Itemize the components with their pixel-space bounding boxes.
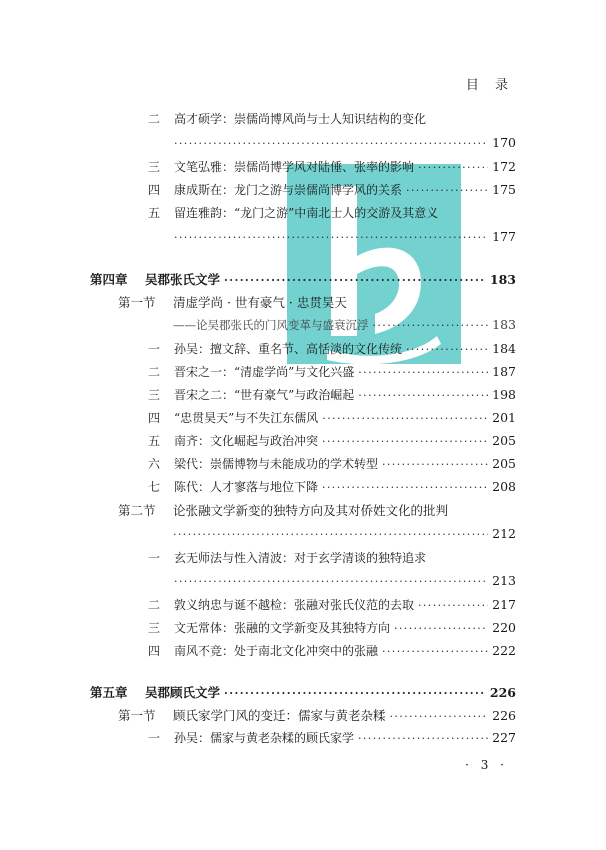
entry-page: 226	[492, 708, 516, 723]
entry-marker: 一	[148, 342, 161, 356]
entry-title: 文无常体：张融的文学新变及其独特方向	[174, 621, 391, 635]
section-title: 顾氏家学门风的变迁：儒家与黄老杂糅	[173, 708, 386, 723]
entry-title: 康成斯在：龙门之游与崇儒尚博学风的关系	[174, 183, 403, 197]
toc-entry[interactable]	[148, 181, 516, 198]
dot-leader	[174, 575, 488, 588]
entry-marker: 五	[148, 206, 161, 220]
dot-leader	[174, 231, 488, 244]
entry-page: 226	[489, 685, 516, 700]
toc-entry[interactable]	[148, 549, 516, 566]
entry-title: 陈代：人才寥落与地位下降	[174, 480, 319, 494]
entry-title: 南齐：文化崛起与政治冲突	[174, 434, 319, 448]
toc-entry-continuation[interactable]	[174, 135, 516, 150]
entry-title: 留连雅韵：“龙门之游”中南北士人的交游及其意义	[174, 206, 439, 220]
dot-leader	[406, 184, 488, 197]
entry-marker: 三	[148, 160, 161, 174]
entry-marker: 二	[148, 112, 161, 126]
dot-leader	[373, 319, 489, 332]
entry-marker: 三	[148, 388, 161, 402]
section-title: 论张融文学新变的独特方向及其对侨姓文化的批判	[173, 503, 449, 518]
toc-entry[interactable]	[148, 110, 516, 127]
dot-leader	[406, 343, 488, 356]
entry-page: 208	[492, 479, 516, 494]
entry-marker: 五	[148, 434, 161, 448]
entry-page: 175	[492, 182, 516, 197]
entry-page: 187	[492, 364, 516, 379]
entry-title: 晋宋之一：“清虚学尚”与文化兴盛	[174, 365, 355, 379]
toc-entry[interactable]	[148, 642, 516, 659]
section-title: 清虚学尚 · 世有豪气 · 忠贯昊天	[173, 295, 347, 310]
entry-title: “忠贯昊天”与不失江东儒风	[174, 411, 319, 425]
entry-page: 172	[492, 159, 516, 174]
entry-title: 敦义纳忠与诞不越检：张融对张氏仪范的去取	[174, 598, 415, 612]
dot-leader	[322, 481, 488, 494]
dot-leader	[224, 687, 486, 700]
toc-entry-continuation[interactable]	[174, 573, 516, 588]
entry-marker: 四	[148, 183, 161, 197]
entry-page: 184	[492, 341, 516, 356]
dot-leader	[173, 528, 488, 541]
entry-marker: 六	[148, 457, 161, 471]
entry-page: 217	[492, 597, 516, 612]
entry-page: 198	[492, 387, 516, 402]
entry-title: 孙吴：擅文辞、重名节、高恬淡的文化传统	[174, 342, 403, 356]
entry-page: 227	[492, 730, 516, 745]
section-marker: 第二节	[118, 503, 156, 518]
toc-entry[interactable]	[148, 386, 516, 403]
toc-entry[interactable]	[148, 204, 516, 221]
toc-entry[interactable]	[148, 409, 516, 426]
section-marker: 第一节	[118, 708, 156, 723]
entry-marker: 七	[148, 480, 161, 494]
dot-leader	[358, 732, 488, 745]
entry-page: 205	[492, 456, 516, 471]
dot-leader	[382, 645, 488, 658]
entry-marker: 四	[148, 411, 161, 425]
entry-page: 205	[492, 433, 516, 448]
entry-title: 梁代：崇儒博物与未能成功的学术转型	[174, 457, 379, 471]
toc-entry-continuation[interactable]	[174, 229, 516, 244]
entry-marker: 二	[148, 598, 161, 612]
dot-leader	[358, 366, 488, 379]
chapter-title: 吴郡张氏文学	[145, 272, 221, 287]
dot-leader	[382, 458, 488, 471]
entry-title: 玄无师法与性入清波：对于玄学清谈的独特追求	[174, 551, 427, 565]
toc-entry[interactable]	[148, 432, 516, 449]
entry-marker: 一	[148, 551, 161, 565]
toc-chapter[interactable]	[90, 270, 516, 288]
entry-page: 177	[492, 229, 516, 244]
section-subtitle: ——论吴郡张氏的门风变革与盛衰沉浮	[173, 318, 369, 332]
dot-leader	[394, 622, 488, 635]
dot-leader	[418, 599, 488, 612]
entry-title: 文笔弘雅：崇儒尚博学风对陆倕、张率的影响	[174, 160, 415, 174]
toc-entry-continuation[interactable]	[173, 526, 516, 541]
toc-entry[interactable]	[148, 340, 516, 357]
toc-section[interactable]	[118, 706, 516, 724]
chapter-title: 吴郡顾氏文学	[145, 685, 221, 700]
dot-leader	[174, 137, 488, 150]
entry-page: 201	[492, 410, 516, 425]
dot-leader	[390, 710, 489, 723]
entry-page: 212	[492, 526, 516, 541]
toc-entry[interactable]	[148, 158, 516, 175]
toc-section[interactable]	[118, 501, 516, 519]
entry-marker: 四	[148, 644, 161, 658]
entry-title: 晋宋之二：“世有豪气”与政治崛起	[174, 388, 355, 402]
entry-title: 孙吴：儒家与黄老杂糅的顾氏家学	[174, 731, 355, 745]
chapter-marker: 第四章	[90, 272, 128, 287]
toc-chapter[interactable]	[90, 683, 516, 701]
entry-marker: 二	[148, 365, 161, 379]
toc-entry[interactable]	[148, 619, 516, 636]
dot-leader	[418, 161, 488, 174]
chapter-marker: 第五章	[90, 685, 128, 700]
entry-page: 222	[492, 643, 516, 658]
toc-section[interactable]	[118, 293, 516, 311]
entry-title: 高才硕学：崇儒尚博风尚与士人知识结构的变化	[174, 112, 427, 126]
entry-marker: 一	[148, 731, 161, 745]
toc-entry[interactable]	[148, 455, 516, 472]
section-marker: 第一节	[118, 295, 156, 310]
toc-entry[interactable]	[148, 596, 516, 613]
entry-page: 170	[492, 135, 516, 150]
entry-page: 183	[492, 317, 516, 332]
entry-page: 220	[492, 620, 516, 635]
dot-leader	[358, 389, 488, 402]
entry-marker: 三	[148, 621, 161, 635]
dot-leader	[322, 412, 488, 425]
running-header: 目 录	[465, 78, 514, 93]
toc-section-subtitle[interactable]	[173, 317, 516, 333]
entry-title: 南风不竞：处于南北文化冲突中的张融	[174, 644, 379, 658]
entry-page: 183	[489, 272, 516, 287]
toc-entry[interactable]	[148, 478, 516, 495]
toc-entry[interactable]	[148, 363, 516, 380]
toc-entry[interactable]	[148, 729, 516, 746]
entry-page: 213	[492, 573, 516, 588]
dot-leader	[322, 435, 488, 448]
page-number: · 3 ·	[465, 758, 508, 772]
dot-leader	[224, 274, 486, 287]
